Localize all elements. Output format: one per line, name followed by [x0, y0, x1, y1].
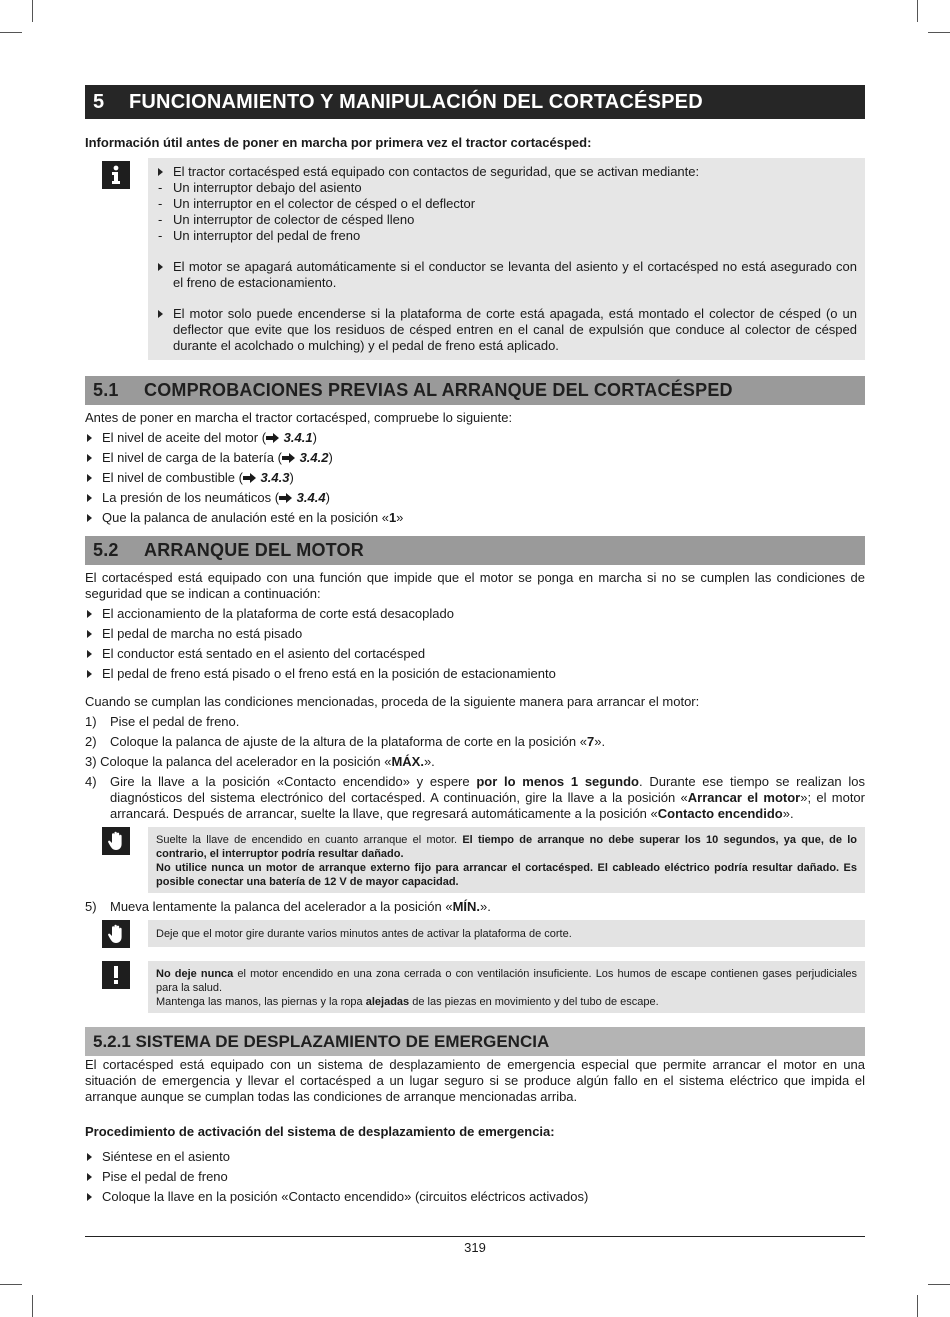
- condition-item: El pedal de marcha no está pisado: [85, 626, 865, 642]
- stop-hand-icon: [102, 827, 130, 855]
- crop-mark: [0, 32, 22, 33]
- page-content: [85, 85, 865, 1209]
- warning-box: No deje nunca el motor encendido en una zona cerrada o con ventilación insuficiente. Los humos de escape contienen gases perjudiciales para la salud. Mantenga las manos, las piernas y la ropa alejadas de las piezas en movimiento y del tubo de escape.: [148, 961, 865, 1013]
- check-item: Que la palanca de anulación esté en la posición «1»: [85, 510, 865, 526]
- info-icon: [102, 161, 130, 189]
- section-number: 5: [93, 91, 105, 113]
- crop-mark: [0, 1284, 22, 1285]
- section-title: COMPROBACIONES PREVIAS AL ARRANQUE DEL CORTACÉSPED: [144, 380, 733, 400]
- section-5-1-intro: Antes de poner en marcha el tractor cortacésped, compruebe lo siguiente:: [85, 410, 513, 425]
- cross-reference[interactable]: 3.4.2: [299, 450, 329, 465]
- procedure-item: Pise el pedal de freno: [85, 1169, 865, 1185]
- condition-item: El pedal de freno está pisado o el freno está en la posición de estacionamiento: [85, 666, 865, 682]
- condition-item: El conductor está sentado en el asiento del cortacésped: [85, 646, 865, 662]
- cross-reference[interactable]: 3.4.4: [296, 490, 326, 505]
- caution-note: [85, 920, 865, 948]
- arrow-right-icon: [266, 433, 280, 443]
- procedure-item: Siéntese en el asiento: [85, 1149, 865, 1165]
- section-5-2-heading: [85, 536, 865, 565]
- section-5-2-1-intro: El cortacésped está equipado con un sistema de desplazamiento de emergencia especial que permite arrancar el motor en una situación de emergencia y llevar el cortacésped a un lugar seguro si se produce algún fallo en el sistema eléctrico que impida el arranque aunque se cumplan todas las condiciones de arranque mencionadas arriba.: [85, 1057, 865, 1104]
- caution-box: Deje que el motor gire durante varios minutos antes de activar la plataforma de corte.: [148, 920, 865, 947]
- step-item: 2) Coloque la palanca de ajuste de la altura de la plataforma de corte en la posición «7».: [85, 734, 606, 749]
- section-5-2-1-heading: 5.2.1 SISTEMA DE DESPLAZAMIENTO DE EMERGENCIA: [85, 1027, 865, 1056]
- steps-intro: Cuando se cumplan las condiciones mencionadas, proceda de la siguiente manera para arrancar el motor:: [85, 694, 700, 709]
- section-title: ARRANQUE DEL MOTOR: [144, 540, 364, 560]
- section-title: FUNCIONAMIENTO Y MANIPULACIÓN DEL CORTACÉSPED: [129, 91, 703, 113]
- page-number: 319: [464, 1240, 486, 1255]
- check-item: La presión de los neumáticos ( 3.4.4): [85, 490, 865, 506]
- cross-reference[interactable]: 3.4.1: [283, 430, 313, 445]
- section-number: 5.2: [93, 540, 119, 560]
- step-item: 1) Pise el pedal de freno.: [85, 714, 240, 729]
- check-item: El nivel de combustible ( 3.4.3): [85, 470, 865, 486]
- crop-mark: [928, 1284, 950, 1285]
- info-bullet: El motor solo puede encenderse si la plataforma de corte está apagada, está montado el colector de césped (o un deflector que evite que los residuos de césped entren en el canal de expulsión que conduce al colector de césped durante el acolchado o mulching) y el pedal de freno está aplicado.: [173, 306, 857, 353]
- section-5-2-intro: El cortacésped está equipado con una función que impide que el motor se ponga en marcha si no se cumplen las condiciones de seguridad que se indican a continuación:: [85, 570, 865, 601]
- crop-mark: [32, 1295, 33, 1317]
- stop-hand-icon: [102, 920, 130, 948]
- intro-bold: Información útil antes de poner en marcha por primera vez el tractor cortacésped:: [85, 135, 592, 150]
- crop-mark: [928, 32, 950, 33]
- procedure-item: Coloque la llave en la posición «Contacto encendido» (circuitos eléctricos activados): [85, 1189, 865, 1205]
- info-bullet: El motor se apagará automáticamente si el conductor se levanta del asiento y el cortacésped no está asegurado con el freno de estacionamiento.: [173, 259, 857, 290]
- info-dash-item: Un interruptor de colector de césped lleno: [173, 212, 415, 227]
- crop-mark: [917, 1295, 918, 1317]
- arrow-right-icon: [279, 493, 293, 503]
- info-dash-item: Un interruptor del pedal de freno: [173, 228, 361, 243]
- condition-item: El accionamiento de la plataforma de corte está desacoplado: [85, 606, 865, 622]
- arrow-right-icon: [282, 453, 296, 463]
- step-item: 5) Mueva lentamente la palanca del acelerador a la posición «MÍN.».: [85, 899, 491, 914]
- warning-note: [85, 961, 865, 1013]
- info-note: [85, 158, 865, 360]
- cross-reference[interactable]: 3.4.3: [260, 470, 290, 485]
- section-number: 5.1: [93, 380, 119, 400]
- crop-mark: [32, 0, 33, 22]
- procedure-title: Procedimiento de activación del sistema de desplazamiento de emergencia:: [85, 1124, 555, 1139]
- crop-mark: [917, 0, 918, 22]
- check-item: El nivel de carga de la batería ( 3.4.2): [85, 450, 865, 466]
- step-item: 3) Coloque la palanca del acelerador en la posición «MÁX.».: [85, 754, 435, 769]
- info-box: El tractor cortacésped está equipado con contactos de seguridad, que se activan mediante: - Un interruptor debajo del asiento - Un interruptor en el colector de césped o el deflector - Un interruptor de colector de césped lleno - Un interruptor del pedal de freno El motor se apagará automáticamente si el conductor se levanta del asiento y el cortacésped no está asegurado con el freno de estacionamiento. El motor solo puede encenderse si la plataforma de corte está apagada, está montado el colector de césped (o un deflector que evite que los residuos de césped entren en el canal de expulsión que conduce al colector de césped durante el acolchado o mulching) y el pedal de freno está aplicado.: [148, 158, 865, 360]
- caution-note: [85, 827, 865, 893]
- warning-exclamation-icon: [102, 961, 130, 989]
- section-5-heading: [85, 85, 865, 119]
- check-item: El nivel de aceite del motor ( 3.4.1): [85, 430, 865, 446]
- info-dash-item: Un interruptor debajo del asiento: [173, 180, 362, 195]
- section-5-1-heading: [85, 376, 865, 405]
- arrow-right-icon: [243, 473, 257, 483]
- info-dash-item: Un interruptor en el colector de césped o el deflector: [173, 196, 476, 211]
- footer-rule: [85, 1236, 865, 1237]
- step-item: 4) Gire la llave a la posición «Contacto encendido» y espere por lo menos 1 segundo. Durante ese tiempo se realizan los diagnósticos del sistema electrónico del cortacésped. A continuación, gire la llave a la posición «Arrancar el motor»; el motor arrancará. Después de arrancar, suelte la llave, que regresará automáticamente a la posición «Contacto encendido».: [85, 774, 865, 821]
- info-bullet: El tractor cortacésped está equipado con contactos de seguridad, que se activan mediante:: [173, 164, 700, 179]
- caution-box: Suelte la llave de encendido en cuanto arranque el motor. El tiempo de arranque no debe superar los 10 segundos, ya que, de lo contrario, el interruptor podría resultar dañado. No utilice nunca un motor de arranque externo fijo para arrancar el cortacésped. El cableado eléctrico podría resultar dañado. Es posible conectar una batería de 12 V de mayor capacidad.: [148, 827, 865, 893]
